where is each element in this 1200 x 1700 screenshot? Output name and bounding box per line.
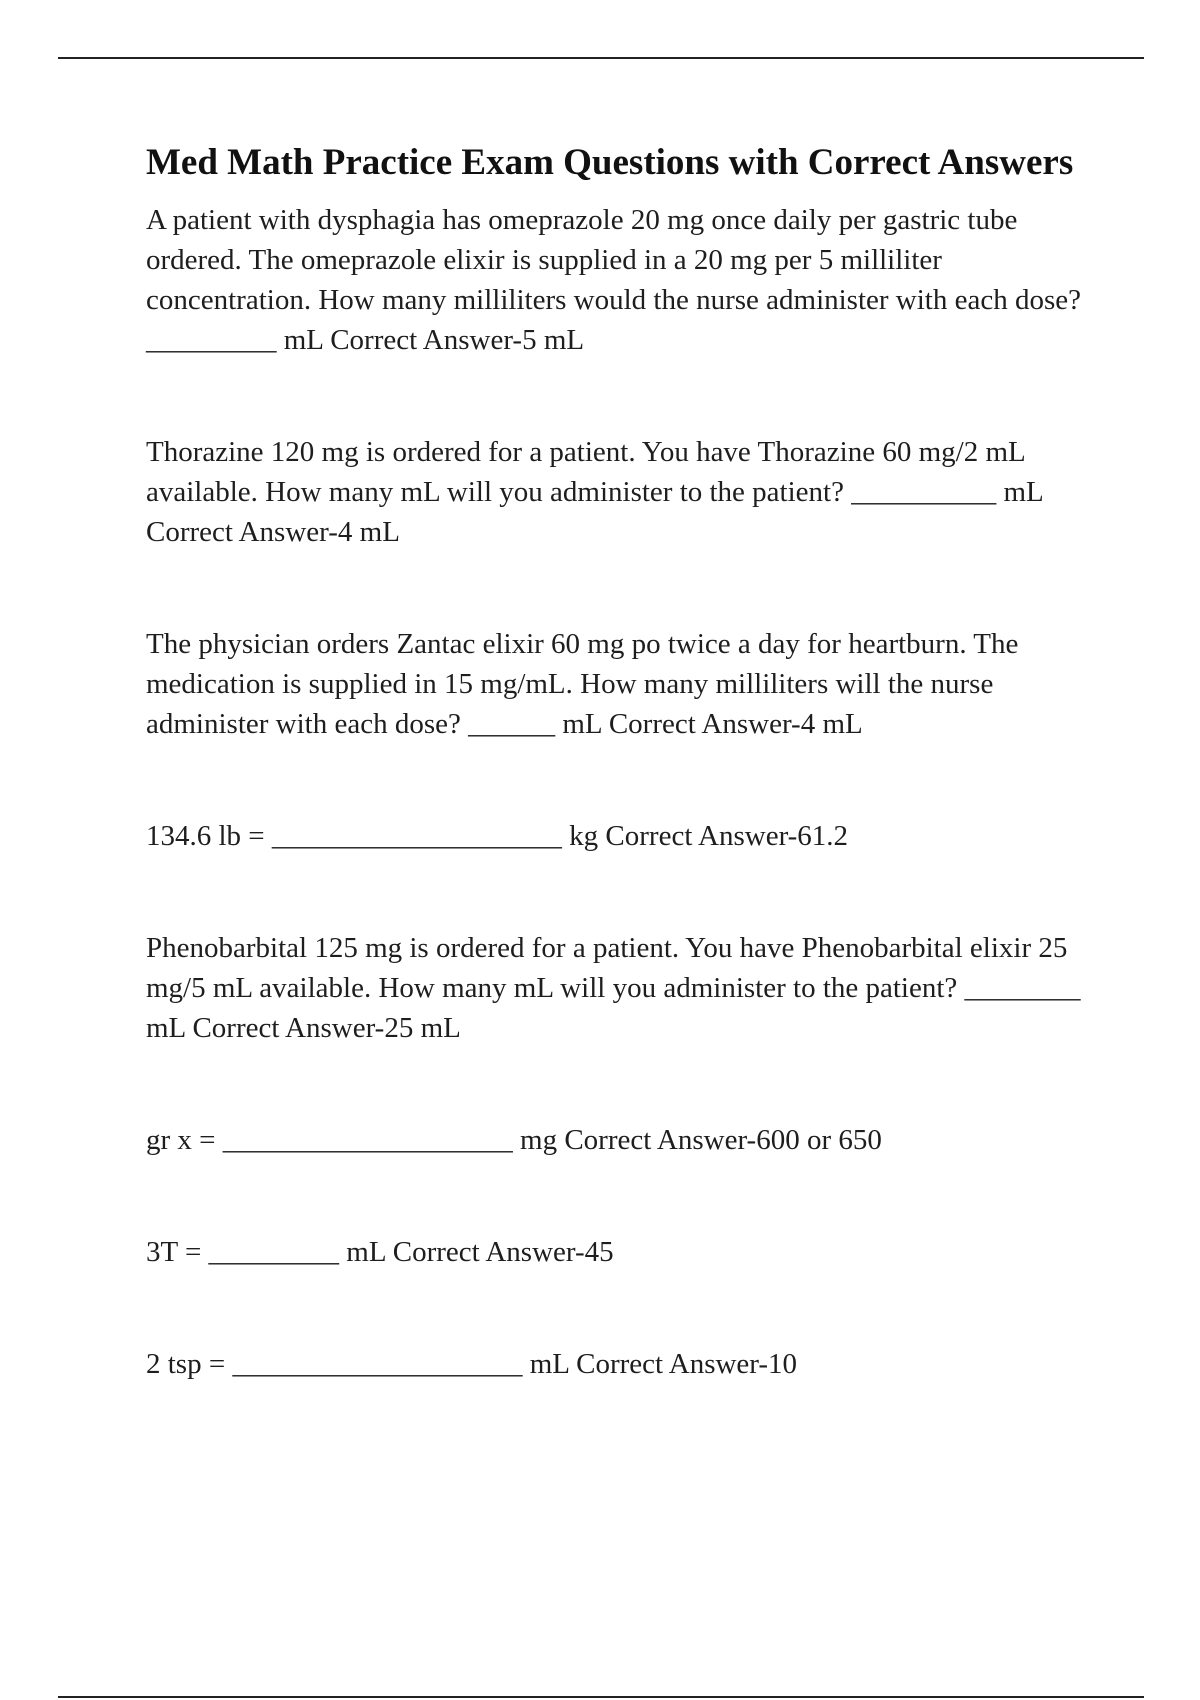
- question-prompt: Phenobarbital 125 mg is ordered for a patient. You have Phenobarbital elixir 25 mg/5 mL available. How many mL will you administer to the patient?: [146, 932, 1068, 1004]
- question-prompt: gr x =: [146, 1124, 216, 1156]
- answer-blank: ____________________: [222, 1124, 513, 1156]
- question-prompt: 134.6 lb =: [146, 820, 265, 852]
- answer-blank: __________: [851, 476, 997, 508]
- question-prompt: The physician orders Zantac elixir 60 mg po twice a day for heartburn. The medication is supplied in 15 mg/mL. How many milliliters will the nurse administer with each dose?: [146, 628, 1019, 740]
- correct-answer: kg Correct Answer-61.2: [569, 820, 849, 852]
- correct-answer: mL Correct Answer-25 mL: [146, 1012, 461, 1044]
- correct-answer: mL Correct Answer-4 mL: [146, 476, 1043, 548]
- question-prompt: A patient with dysphagia has omeprazole 20 mg once daily per gastric tube ordered. The omeprazole elixir is supplied in a 20 mg per 5 milliliter concentration. How many milliliters would the nurse administer with each dose?: [146, 204, 1082, 316]
- question-5: [146, 928, 1096, 1048]
- correct-answer: mL Correct Answer-4 mL: [562, 708, 863, 740]
- correct-answer: mg Correct Answer-600 or 650: [520, 1124, 882, 1156]
- bottom-rule: [58, 1696, 1144, 1698]
- document-title: Med Math Practice Exam Questions with Correct Answers: [146, 142, 1074, 183]
- question-7: [146, 1232, 1096, 1272]
- answer-blank: ________: [964, 972, 1081, 1004]
- answer-blank: _________: [146, 324, 277, 356]
- question-3: [146, 624, 1096, 744]
- answer-blank: _________: [208, 1236, 340, 1268]
- question-prompt: 2 tsp =: [146, 1348, 226, 1380]
- question-4: [146, 816, 1096, 856]
- question-1: [146, 200, 1096, 360]
- correct-answer: mL Correct Answer-45: [346, 1236, 614, 1268]
- answer-blank: ____________________: [271, 820, 562, 852]
- answer-blank: ______: [468, 708, 556, 740]
- document-body: [146, 138, 1096, 1384]
- question-8: [146, 1344, 1096, 1384]
- question-prompt: Thorazine 120 mg is ordered for a patient. You have Thorazine 60 mg/2 mL available. How many mL will you administer to the patient?: [146, 436, 1025, 508]
- question-prompt: 3T =: [146, 1236, 202, 1268]
- correct-answer: mL Correct Answer-5 mL: [283, 324, 585, 356]
- question-2: [146, 432, 1096, 552]
- correct-answer: mL Correct Answer-10: [529, 1348, 798, 1380]
- question-6: [146, 1120, 1096, 1160]
- top-rule: [58, 57, 1144, 59]
- answer-blank: ____________________: [232, 1348, 523, 1380]
